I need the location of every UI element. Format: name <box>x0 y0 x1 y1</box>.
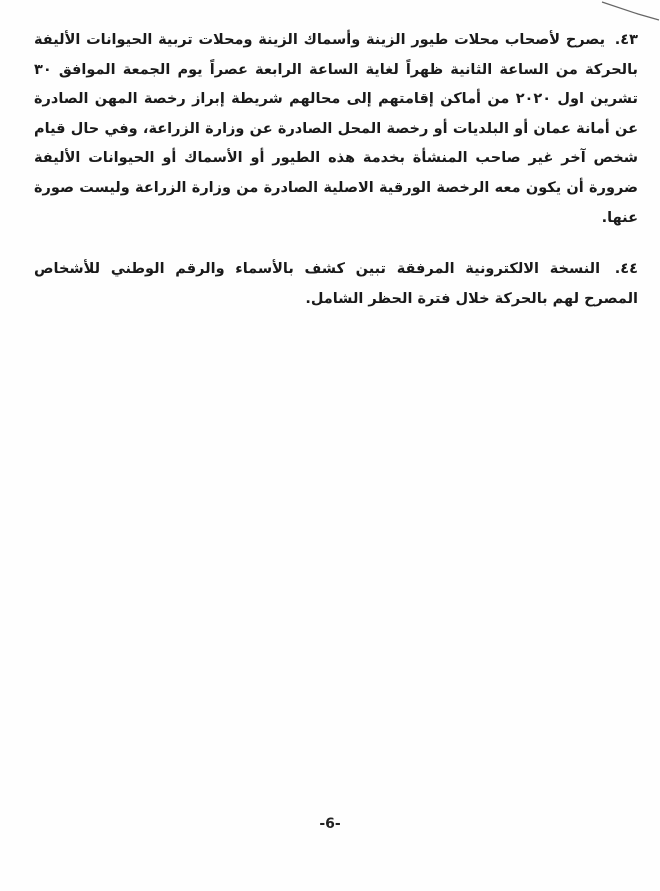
item-text: النسخة الالكترونية المرفقة تبين كشف بالأسماء والرقم الوطني للأشخاص المصرح لهم بالحركة خلال فترة الحظر الشامل. <box>34 261 638 307</box>
item-number: ٤٣. <box>614 32 638 48</box>
list-item <box>34 26 638 233</box>
item-text: يصرح لأصحاب محلات طيور الزينة وأسماك الزينة ومحلات تربية الحيوانات الأليفة بالحركة من الساعة الثانية ظهراً لغاية الساعة الرابعة عصراً يوم الجمعة الموافق ٣٠ تشرين اول ٢٠٢٠ من أماكن إقامتهم إلى محالهم شريطة إبراز رخصة المهن الصادرة عن أمانة عمان أو البلديات أو رخصة المحل الصادرة عن وزارة الزراعة، وفي حال قيام شخص آخر غير صاحب المنشأة بخدمة هذه الطيور أو الأسماك أو الحيوانات الأليفة ضرورة أن يكون معه الرخصة الورقية الاصلية الصادرة من وزارة الزراعة وليست صورة عنها. <box>34 32 639 226</box>
list-item <box>34 255 638 314</box>
document-body <box>34 26 638 314</box>
item-number: ٤٤. <box>614 261 638 278</box>
page-number: -6- <box>319 816 341 832</box>
